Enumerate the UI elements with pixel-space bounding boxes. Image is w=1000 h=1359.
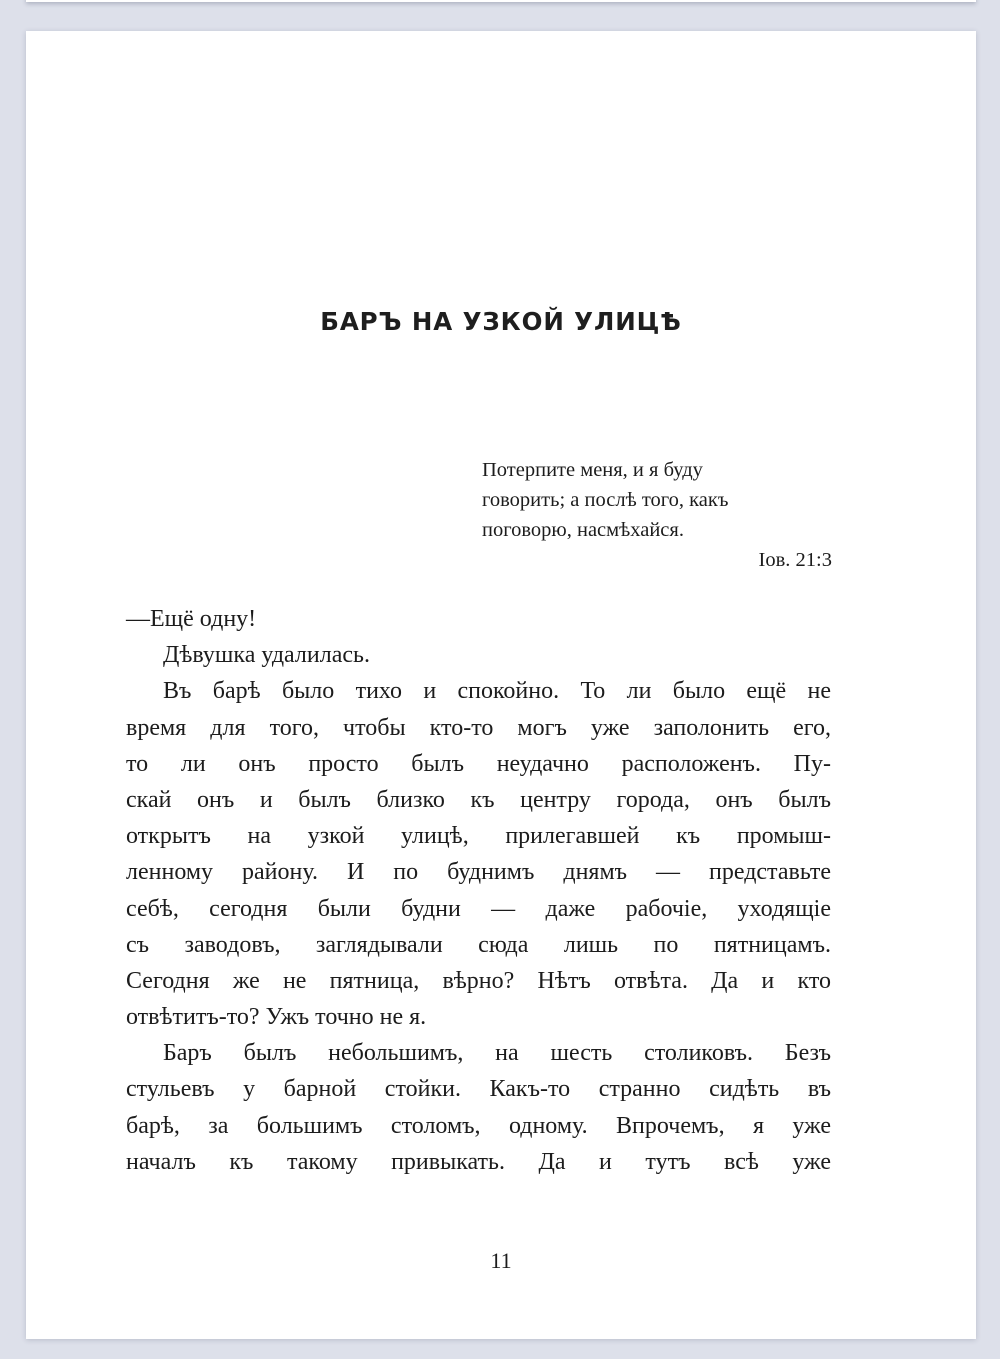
text-line: барѣ, за большимъ столомъ, одному. Впрочемъ, я уже <box>126 1112 831 1139</box>
epigraph-line: Потерпите меня, и я буду <box>482 459 703 481</box>
text-line: Дѣвушка удалилась. <box>163 642 370 669</box>
text-line: —Ещё одну! <box>126 606 257 632</box>
text-line: ленному району. И по буднимъ днямъ — представьте <box>126 859 831 886</box>
text-line: съ заводовъ, заглядывали сюда лишь по пятницамъ. <box>126 931 831 958</box>
epigraph-source: Іов. 21:3 <box>758 549 832 571</box>
text-line: началъ къ такому привыкать. Да и тутъ всѣ уже <box>126 1148 831 1175</box>
text-line: время для того, чтобы кто-то могъ уже заполонить его, <box>126 714 831 741</box>
text-line: Баръ былъ небольшимъ, на шесть столиковъ. Безъ <box>163 1040 831 1067</box>
chapter-title: БАРЪ НА УЗКОЙ УЛИЦѢ <box>320 307 682 336</box>
book-page <box>26 31 976 1339</box>
text-line: Въ барѣ было тихо и спокойно. То ли было ещё не <box>163 678 831 705</box>
text-line: то ли онъ просто былъ неудачно расположенъ. Пу- <box>126 750 831 777</box>
epigraph-line: говорить; а послѣ того, какъ <box>482 489 729 511</box>
previous-page-edge <box>26 0 976 2</box>
text-line: скай онъ и былъ близко къ центру города, онъ былъ <box>126 786 831 813</box>
text-line: открытъ на узкой улицѣ, прилегавшей къ промыш- <box>126 823 831 850</box>
text-line: себѣ, сегодня были будни — даже рабочіе, уходящіе <box>126 895 831 922</box>
page-number: 11 <box>490 1248 512 1273</box>
text-line: отвѣтитъ-то? Ужъ точно не я. <box>126 1004 427 1031</box>
text-line: Сегодня же не пятница, вѣрно? Нѣтъ отвѣта. Да и кто <box>126 967 831 994</box>
epigraph-line: поговорю, насмѣхайся. <box>482 519 684 541</box>
epigraph <box>482 455 832 575</box>
body-text <box>126 601 831 1180</box>
text-line: стульевъ у барной стойки. Какъ-то странно сидѣть въ <box>126 1076 831 1103</box>
